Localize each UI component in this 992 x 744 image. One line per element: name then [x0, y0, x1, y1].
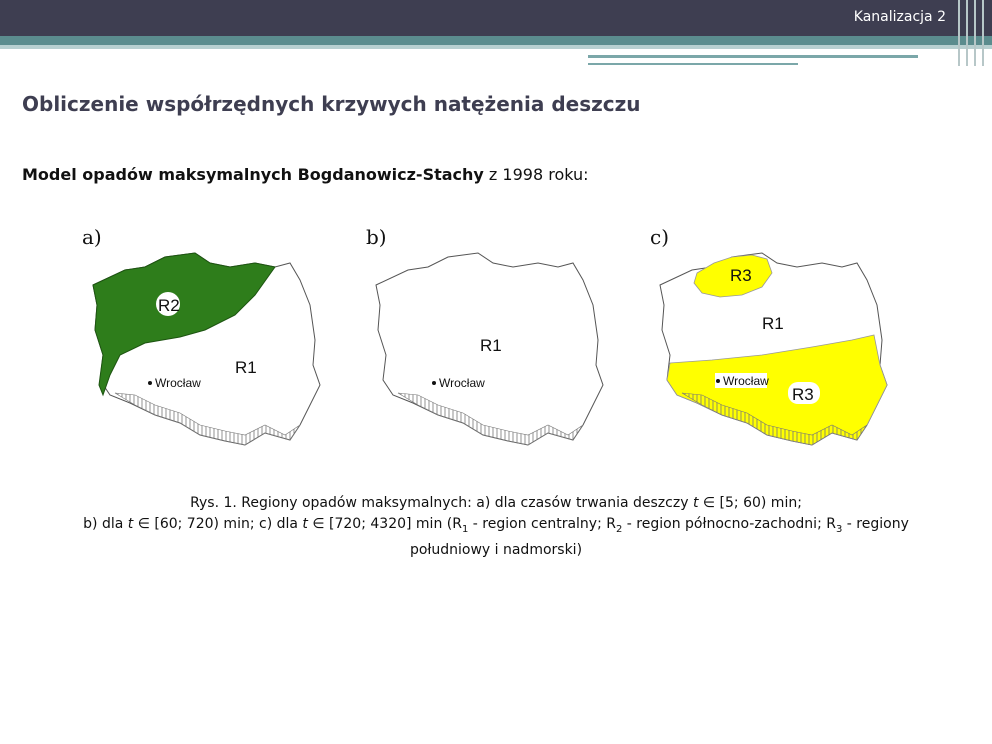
presentation-title: Kanalizacja 2 — [853, 9, 946, 25]
wroclaw-dot — [432, 381, 436, 385]
region-r1-label: R1 — [762, 314, 784, 333]
top-bar — [0, 0, 992, 36]
deco-vbar — [982, 0, 984, 66]
caption-in: ∈ — [307, 516, 330, 532]
caption-text: - region centralny; R — [468, 516, 616, 532]
page-title: Obliczenie współrzędnych krzywych natężenia deszczu — [22, 92, 641, 116]
teal-light-band — [0, 45, 992, 49]
subtitle-rest: z 1998 roku: — [483, 165, 589, 184]
caption-text: - regiony — [842, 516, 909, 532]
panel-label-a: a) — [82, 225, 102, 249]
caption-line-2 — [20, 514, 972, 540]
caption-text: - region północno-zachodni; R — [622, 516, 836, 532]
map-panel-a — [85, 245, 335, 467]
wroclaw-label: Wrocław — [723, 374, 769, 388]
region-r3-south-label: R3 — [792, 385, 814, 404]
caption-t: t — [692, 495, 699, 511]
caption-sub: 3 — [835, 523, 843, 535]
wroclaw-dot — [148, 381, 152, 385]
wroclaw-dot — [716, 379, 720, 383]
caption-text: Rys. 1. Regiony opadów maksymalnych: a) dla czasów trwania deszczy — [190, 495, 693, 511]
caption-text: b) dla — [83, 516, 128, 532]
map-panel-c — [652, 245, 902, 467]
caption-t: t — [302, 516, 308, 532]
deco-vbar — [966, 0, 968, 66]
caption-text: [60; 720) min; c) dla — [154, 516, 303, 532]
caption-line-1 — [20, 493, 972, 514]
caption-in: ∈ — [698, 495, 720, 511]
wroclaw-label: Wrocław — [439, 376, 485, 390]
caption-text: [5; 60) min; — [719, 495, 802, 511]
region-r3-label: R3 — [730, 266, 752, 285]
caption-line-3: południowy i nadmorski) — [409, 541, 583, 558]
caption-t: t — [127, 516, 134, 532]
wroclaw-label: Wrocław — [155, 376, 201, 390]
caption-sub: 2 — [615, 523, 623, 535]
deco-line — [588, 63, 798, 65]
deco-line — [588, 55, 918, 58]
caption-sub: 1 — [461, 523, 469, 535]
caption-in: ∈ — [133, 516, 155, 532]
teal-band — [0, 36, 992, 45]
figure-caption — [20, 493, 972, 561]
deco-vbar — [974, 0, 976, 66]
subtitle-bold: Model opadów maksymalnych Bogdanowicz-Stachy — [22, 165, 484, 184]
region-r2-label: R2 — [158, 296, 180, 315]
caption-text: [720; 4320] min (R — [329, 516, 462, 532]
panel-label-c: c) — [650, 225, 670, 249]
map-panel-b — [368, 245, 618, 467]
region-r1-label: R1 — [235, 358, 257, 377]
region-r1-label: R1 — [480, 336, 502, 355]
deco-vbar — [958, 0, 960, 66]
panel-label-b: b) — [366, 225, 387, 249]
subtitle — [22, 165, 589, 184]
